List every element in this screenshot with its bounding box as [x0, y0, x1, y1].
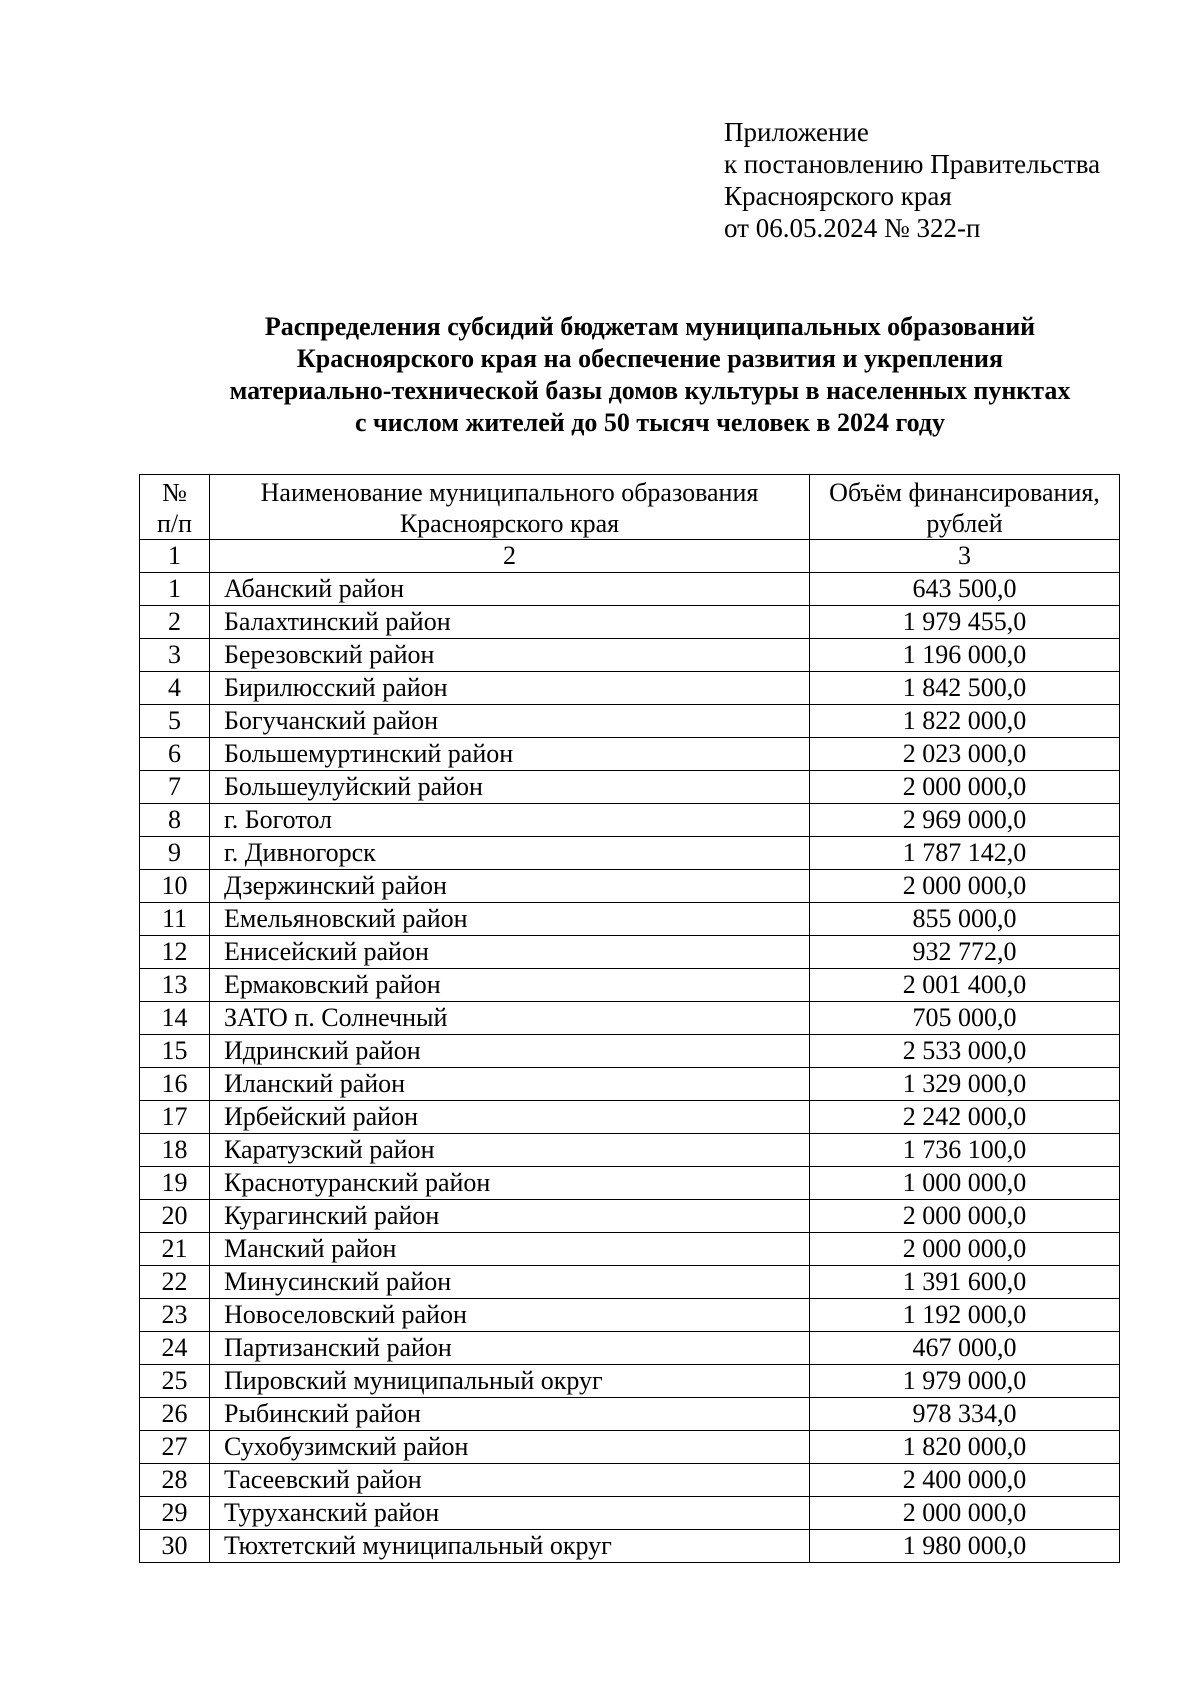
appendix-line-1: Приложение	[724, 117, 869, 147]
funding-amount-cell: 2 000 000,0	[810, 1497, 1120, 1530]
title-line-3: материально-технической базы домов культуры в населенных пунктах	[229, 376, 1071, 405]
municipality-name-cell: Идринский район	[210, 1035, 810, 1068]
funding-amount-cell: 932 772,0	[810, 936, 1120, 969]
table-row	[140, 1233, 1120, 1266]
municipality-name-cell: Большемуртинский район	[210, 738, 810, 771]
table-row	[140, 1497, 1120, 1530]
row-number-cell: 9	[140, 837, 210, 870]
municipality-name-cell: Минусинский район	[210, 1266, 810, 1299]
municipality-name-cell: Рыбинский район	[210, 1398, 810, 1431]
table-row	[140, 738, 1120, 771]
table-row	[140, 936, 1120, 969]
table-row	[140, 1464, 1120, 1497]
header-amount	[810, 475, 1120, 540]
funding-amount-cell: 2 001 400,0	[810, 969, 1120, 1002]
title-line-2: Красноярского края на обеспечение развития и укрепления	[296, 344, 1004, 373]
table-row	[140, 1332, 1120, 1365]
municipality-name-cell: Сухобузимский район	[210, 1431, 810, 1464]
row-number-cell: 2	[140, 606, 210, 639]
municipality-name-cell: Дзержинский район	[210, 870, 810, 903]
column-number-2: 2	[210, 540, 810, 573]
row-number-cell: 24	[140, 1332, 210, 1365]
header-name-line-2: Красноярского края	[399, 509, 620, 538]
row-number-cell: 28	[140, 1464, 210, 1497]
funding-amount-cell: 1 820 000,0	[810, 1431, 1120, 1464]
municipality-name-cell: г. Дивногорск	[210, 837, 810, 870]
table-row	[140, 1530, 1120, 1563]
table-row	[140, 837, 1120, 870]
title-line-4: с числом жителей до 50 тысяч человек в 2024 году	[354, 408, 946, 437]
column-number-1: 1	[140, 540, 210, 573]
funding-amount-cell: 1 822 000,0	[810, 705, 1120, 738]
row-number-cell: 4	[140, 672, 210, 705]
table-row	[140, 1101, 1120, 1134]
municipality-name-cell: Манский район	[210, 1233, 810, 1266]
row-number-cell: 18	[140, 1134, 210, 1167]
funding-amount-cell: 2 533 000,0	[810, 1035, 1120, 1068]
municipality-name-cell: Абанский район	[210, 573, 810, 606]
funding-amount-cell: 1 842 500,0	[810, 672, 1120, 705]
municipality-name-cell: Новоселовский район	[210, 1299, 810, 1332]
row-number-cell: 1	[140, 573, 210, 606]
funding-amount-cell: 1 980 000,0	[810, 1530, 1120, 1563]
municipality-name-cell: Енисейский район	[210, 936, 810, 969]
appendix-line-4: от 06.05.2024 № 322-п	[724, 213, 981, 243]
row-number-cell: 30	[140, 1530, 210, 1563]
header-number	[140, 475, 210, 540]
funding-amount-cell: 1 736 100,0	[810, 1134, 1120, 1167]
municipality-name-cell: Ермаковский район	[210, 969, 810, 1002]
municipality-name-cell: Большеулуйский район	[210, 771, 810, 804]
table-row	[140, 1200, 1120, 1233]
table-row	[140, 1431, 1120, 1464]
municipality-name-cell: Иланский район	[210, 1068, 810, 1101]
row-number-cell: 26	[140, 1398, 210, 1431]
table-row	[140, 606, 1120, 639]
funding-amount-cell: 705 000,0	[810, 1002, 1120, 1035]
table-row	[140, 639, 1120, 672]
row-number-cell: 8	[140, 804, 210, 837]
appendix-block	[724, 116, 1100, 244]
header-name-line-1: Наименование муниципального образования	[260, 478, 759, 507]
row-number-cell: 7	[140, 771, 210, 804]
row-number-cell: 12	[140, 936, 210, 969]
funding-amount-cell: 2 000 000,0	[810, 870, 1120, 903]
municipality-name-cell: Ирбейский район	[210, 1101, 810, 1134]
funding-amount-cell: 1 196 000,0	[810, 639, 1120, 672]
municipality-name-cell: Богучанский район	[210, 705, 810, 738]
row-number-cell: 13	[140, 969, 210, 1002]
row-number-cell: 10	[140, 870, 210, 903]
column-number-3: 3	[810, 540, 1120, 573]
document-title	[120, 311, 1180, 439]
municipality-name-cell: Балахтинский район	[210, 606, 810, 639]
row-number-cell: 25	[140, 1365, 210, 1398]
funding-amount-cell: 978 334,0	[810, 1398, 1120, 1431]
table-row	[140, 573, 1120, 606]
funding-amount-cell: 2 400 000,0	[810, 1464, 1120, 1497]
funding-amount-cell: 2 000 000,0	[810, 1233, 1120, 1266]
municipality-name-cell: Краснотуранский район	[210, 1167, 810, 1200]
header-amount-line-2: рублей	[926, 509, 1003, 538]
row-number-cell: 5	[140, 705, 210, 738]
municipality-name-cell: г. Боготол	[210, 804, 810, 837]
table-row	[140, 705, 1120, 738]
municipality-name-cell: Березовский район	[210, 639, 810, 672]
table-row	[140, 804, 1120, 837]
row-number-cell: 27	[140, 1431, 210, 1464]
header-number-line-1: №	[162, 478, 187, 507]
header-name	[210, 475, 810, 540]
table-row	[140, 870, 1120, 903]
header-number-line-2: п/п	[156, 509, 193, 538]
funding-amount-cell: 1 000 000,0	[810, 1167, 1120, 1200]
subsidy-table	[139, 474, 1120, 1563]
row-number-cell: 15	[140, 1035, 210, 1068]
appendix-line-3: Красноярского края	[724, 181, 952, 211]
table-row	[140, 1167, 1120, 1200]
table-header-row	[140, 475, 1120, 540]
funding-amount-cell: 2 023 000,0	[810, 738, 1120, 771]
table-row	[140, 969, 1120, 1002]
funding-amount-cell: 2 242 000,0	[810, 1101, 1120, 1134]
table-row	[140, 1134, 1120, 1167]
municipality-name-cell: Туруханский район	[210, 1497, 810, 1530]
funding-amount-cell: 1 787 142,0	[810, 837, 1120, 870]
municipality-name-cell: Курагинский район	[210, 1200, 810, 1233]
funding-amount-cell: 1 391 600,0	[810, 1266, 1120, 1299]
row-number-cell: 6	[140, 738, 210, 771]
municipality-name-cell: Тасеевский район	[210, 1464, 810, 1497]
table-row	[140, 903, 1120, 936]
table-row	[140, 1398, 1120, 1431]
funding-amount-cell: 643 500,0	[810, 573, 1120, 606]
row-number-cell: 16	[140, 1068, 210, 1101]
table-row	[140, 1299, 1120, 1332]
row-number-cell: 20	[140, 1200, 210, 1233]
funding-amount-cell: 2 000 000,0	[810, 1200, 1120, 1233]
header-amount-line-1: Объём финансирования,	[829, 478, 1100, 507]
table-row	[140, 771, 1120, 804]
table-row	[140, 1002, 1120, 1035]
row-number-cell: 21	[140, 1233, 210, 1266]
title-line-1: Распределения субсидий бюджетам муниципальных образований	[264, 312, 1036, 341]
column-number-row	[140, 540, 1120, 573]
appendix-line-2: к постановлению Правительства	[724, 149, 1101, 179]
municipality-name-cell: Каратузский район	[210, 1134, 810, 1167]
municipality-name-cell: Партизанский район	[210, 1332, 810, 1365]
row-number-cell: 17	[140, 1101, 210, 1134]
funding-amount-cell: 467 000,0	[810, 1332, 1120, 1365]
funding-amount-cell: 1 979 000,0	[810, 1365, 1120, 1398]
row-number-cell: 11	[140, 903, 210, 936]
municipality-name-cell: ЗАТО п. Солнечный	[210, 1002, 810, 1035]
table-row	[140, 1068, 1120, 1101]
municipality-name-cell: Пировский муниципальный округ	[210, 1365, 810, 1398]
table-row	[140, 1035, 1120, 1068]
funding-amount-cell: 2 000 000,0	[810, 771, 1120, 804]
table-row	[140, 1365, 1120, 1398]
funding-amount-cell: 1 329 000,0	[810, 1068, 1120, 1101]
municipality-name-cell: Бирилюсский район	[210, 672, 810, 705]
row-number-cell: 23	[140, 1299, 210, 1332]
funding-amount-cell: 855 000,0	[810, 903, 1120, 936]
funding-amount-cell: 1 979 455,0	[810, 606, 1120, 639]
row-number-cell: 29	[140, 1497, 210, 1530]
table-row	[140, 672, 1120, 705]
row-number-cell: 22	[140, 1266, 210, 1299]
table-row	[140, 1266, 1120, 1299]
row-number-cell: 14	[140, 1002, 210, 1035]
table-body	[140, 573, 1120, 1563]
row-number-cell: 3	[140, 639, 210, 672]
municipality-name-cell: Емельяновский район	[210, 903, 810, 936]
funding-amount-cell: 1 192 000,0	[810, 1299, 1120, 1332]
funding-amount-cell: 2 969 000,0	[810, 804, 1120, 837]
municipality-name-cell: Тюхтетский муниципальный округ	[210, 1530, 810, 1563]
row-number-cell: 19	[140, 1167, 210, 1200]
